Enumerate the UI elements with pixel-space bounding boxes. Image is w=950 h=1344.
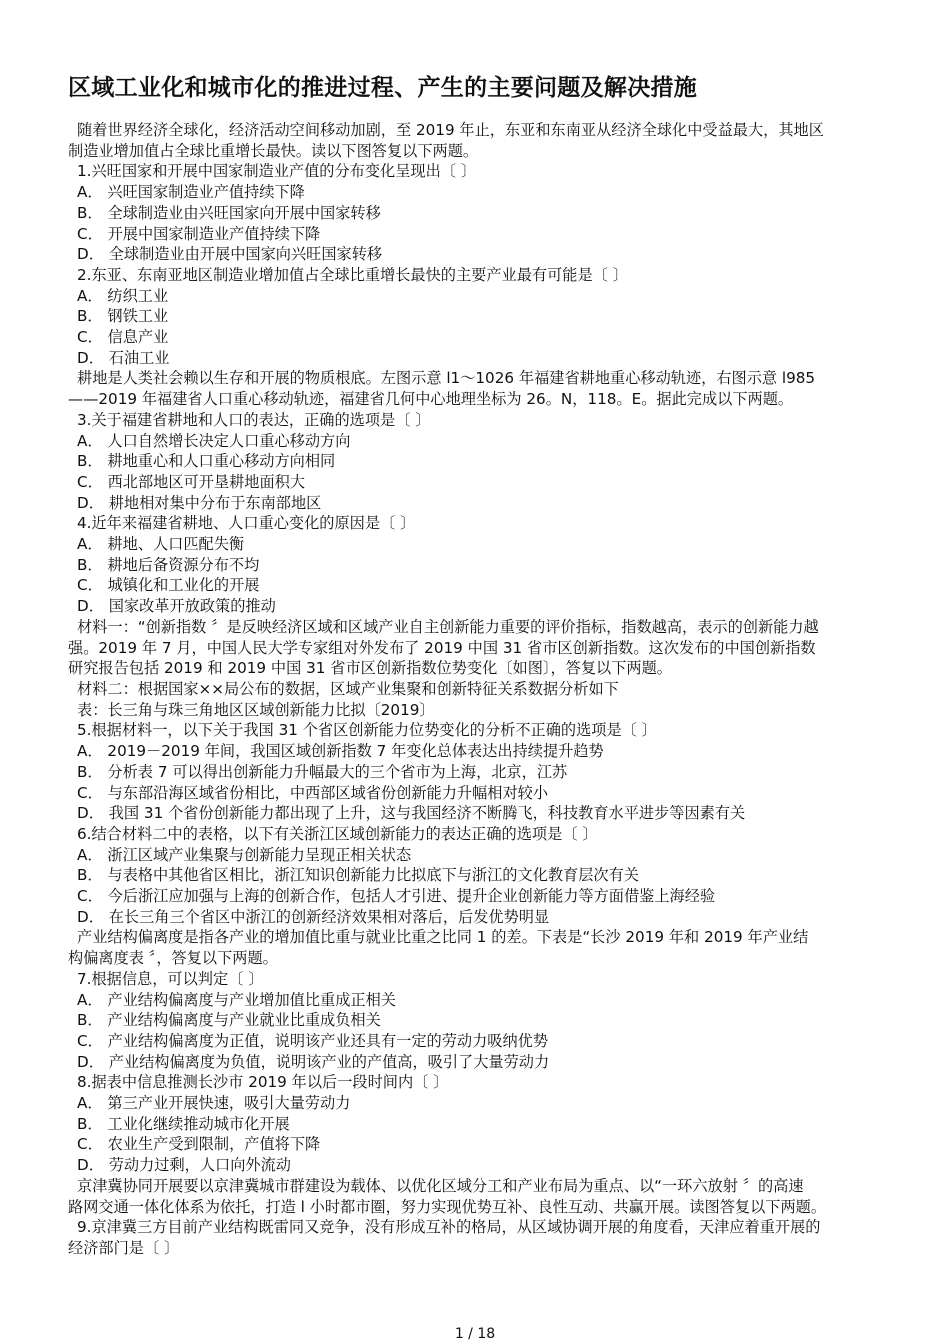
answer-option-line: A． 耕地、人口匹配失衡 (77, 535, 245, 554)
paragraph-continuation-line: 路网交通一体化体系为依托，打造 l 小时都市圈，努力实现优势互补、良性互动、共赢开展。读图答复以下两题。 (68, 1197, 827, 1216)
answer-option-line: C． 产业结构偏离度为正值，说明该产业还具有一定的劳动力吸纳优势 (77, 1031, 549, 1050)
paragraph-line: 5.根据材料一，以下关于我国 31 个省区创新能力位势变化的分析不正确的选项是〔 〕 (77, 721, 657, 740)
paragraph-line: 表：长三角与珠三角地区区域创新能力比拟〔2019〕 (77, 700, 435, 719)
answer-option-line: A． 兴旺国家制造业产值持续下降 (77, 183, 305, 202)
answer-option-line: B． 耕地重心和人口重心移动方向相同 (77, 452, 336, 471)
paragraph-continuation-line: 研究报告包括 2019 和 2019 中国 31 省市区创新指数位势变化〔如图〕，答复以下两题。 (68, 659, 672, 678)
answer-option-line: D． 石油工业 (77, 348, 170, 367)
answer-option-line: A． 人口自然增长决定人口重心移动方向 (77, 431, 351, 450)
paragraph-line: 京津冀协同开展要以京津冀城市群建设为载体、以优化区域分工和产业布局为重点、以“一环六放射 〞的高速 (77, 1176, 804, 1195)
answer-option-line: A． 产业结构偏离度与产业增加值比重成正相关 (77, 990, 396, 1009)
answer-option-line: B． 钢铁工业 (77, 307, 169, 326)
answer-option-line: D． 劳动力过剩，人口向外流动 (77, 1156, 291, 1175)
answer-option-line: D． 在长三角三个省区中浙江的创新经济效果相对落后，后发优势明显 (77, 907, 550, 926)
paragraph-continuation-line: 经济部门是〔 〕 (68, 1238, 180, 1257)
answer-option-line: D． 产业结构偏离度为负值，说明该产业的产值高，吸引了大量劳动力 (77, 1052, 550, 1071)
answer-option-line: D． 全球制造业由开展中国家向兴旺国家转移 (77, 245, 383, 264)
answer-option-line: C． 与东部沿海区域省份相比，中西部区域省份创新能力升幅相对较小 (77, 783, 549, 802)
document-title: 区域工业化和城市化的推进过程、产生的主要问题及解决措施 (68, 75, 698, 101)
answer-option-line: B． 产业结构偏离度与产业就业比重成负相关 (77, 1011, 381, 1030)
paragraph-line: 3.关于福建省耕地和人口的表达，正确的选项是〔 〕 (77, 410, 431, 429)
paragraph-continuation-line: 制造业增加值占全球比重增长最快。读以下图答复以下两题。 (68, 141, 479, 160)
page-number: 1 / 18 (454, 1326, 496, 1342)
answer-option-line: C． 信息产业 (77, 328, 169, 347)
document-body (68, 120, 882, 1259)
answer-option-line: A． 纺织工业 (77, 286, 169, 305)
answer-option-line: A． 第三产业开展快速，吸引大量劳动力 (77, 1094, 351, 1113)
answer-option-line: C． 城镇化和工业化的开展 (77, 576, 260, 595)
paragraph-line: 4.近年来福建省耕地、人口重心变化的原因是〔 〕 (77, 514, 416, 533)
paragraph-line: 材料二：根据国家××局公布的数据，区域产业集聚和创新特征关系数据分析如下 (77, 679, 619, 698)
answer-option-line: D． 我国 31 个省份创新能力都出现了上升，这与我国经济不断腾飞，科技教育水平进步等因素有关 (77, 804, 746, 823)
answer-option-line: B． 与表格中其他省区相比，浙江知识创新能力比拟底下与浙江的文化教育层次有关 (77, 866, 639, 885)
answer-option-line: B． 全球制造业由兴旺国家向开展中国家转移 (77, 203, 381, 222)
paragraph-continuation-line: ——2019 年福建省人口重心移动轨迹，福建省几何中心地理坐标为 26。N，118。E。据此完成以下两题。 (68, 390, 794, 409)
answer-option-line: D． 耕地相对集中分布于东南部地区 (77, 493, 322, 512)
paragraph-line: 1.兴旺国家和开展中国家制造业产值的分布变化呈现出〔 〕 (77, 162, 477, 181)
paragraph-line: 9.京津冀三方目前产业结构既雷同又竞争，没有形成互补的格局，从区域协调开展的角度看，天津应着重开展的 (77, 1218, 821, 1237)
paragraph-line: 耕地是人类社会赖以生存和开展的物质根底。左图示意 l1～1026 年福建省耕地重心移动轨迹，右图示意 l985 (77, 369, 816, 388)
paragraph-line: 6.结合材料二中的表格，以下有关浙江区域创新能力的表达正确的选项是〔 〕 (77, 824, 598, 843)
answer-option-line: A． 2019－2019 年间，我国区域创新指数 7 年变化总体表达出持续提升趋势 (77, 742, 604, 761)
answer-option-line: C． 开展中国家制造业产值持续下降 (77, 224, 321, 243)
paragraph-line: 7.根据信息，可以判定〔 〕 (77, 969, 264, 988)
answer-option-line: C． 今后浙江应加强与上海的创新合作，包括人才引进、提升企业创新能力等方面借鉴上海经验 (77, 887, 716, 906)
paragraph-line: 材料一：“创新指数 〞是反映经济区域和区域产业自主创新能力重要的评价指标，指数越高，表示的创新能力越 (77, 617, 819, 636)
answer-option-line: B． 工业化继续推动城市化开展 (77, 1114, 290, 1133)
answer-option-line: A． 浙江区域产业集聚与创新能力呈现正相关状态 (77, 845, 412, 864)
answer-option-line: B． 耕地后备资源分布不均 (77, 555, 260, 574)
answer-option-line: B． 分析表 7 可以得出创新能力升幅最大的三个省市为上海，北京，江苏 (77, 762, 568, 781)
paragraph-line: 8.据表中信息推测长沙市 2019 年以后一段时间内〔 〕 (77, 1073, 449, 1092)
paragraph-line: 2.东亚、东南亚地区制造业增加值占全球比重增长最快的主要产业最有可能是〔 〕 (77, 265, 628, 284)
paragraph-line: 随着世界经济全球化，经济活动空间移动加剧，至 2019 年止，东亚和东南亚从经济全球化中受益最大，其地区 (77, 121, 824, 139)
answer-option-line: C． 农业生产受到限制，产值将下降 (77, 1135, 321, 1154)
paragraph-continuation-line: 强。2019 年 7 月，中国人民大学专家组对外发布了 2019 中国 31 省市区创新指数。这次发布的中国创新指数 (68, 638, 816, 657)
paragraph-continuation-line: 构偏离度表 〞，答复以下两题。 (68, 949, 278, 968)
answer-option-line: C． 西北部地区可开垦耕地面积大 (77, 472, 306, 491)
answer-option-line: D． 国家改革开放政策的推动 (77, 597, 276, 616)
paragraph-line: 产业结构偏离度是指各产业的增加值比重与就业比重之比同 1 的差。下表是“长沙 2019 年和 2019 年产业结 (77, 928, 809, 947)
